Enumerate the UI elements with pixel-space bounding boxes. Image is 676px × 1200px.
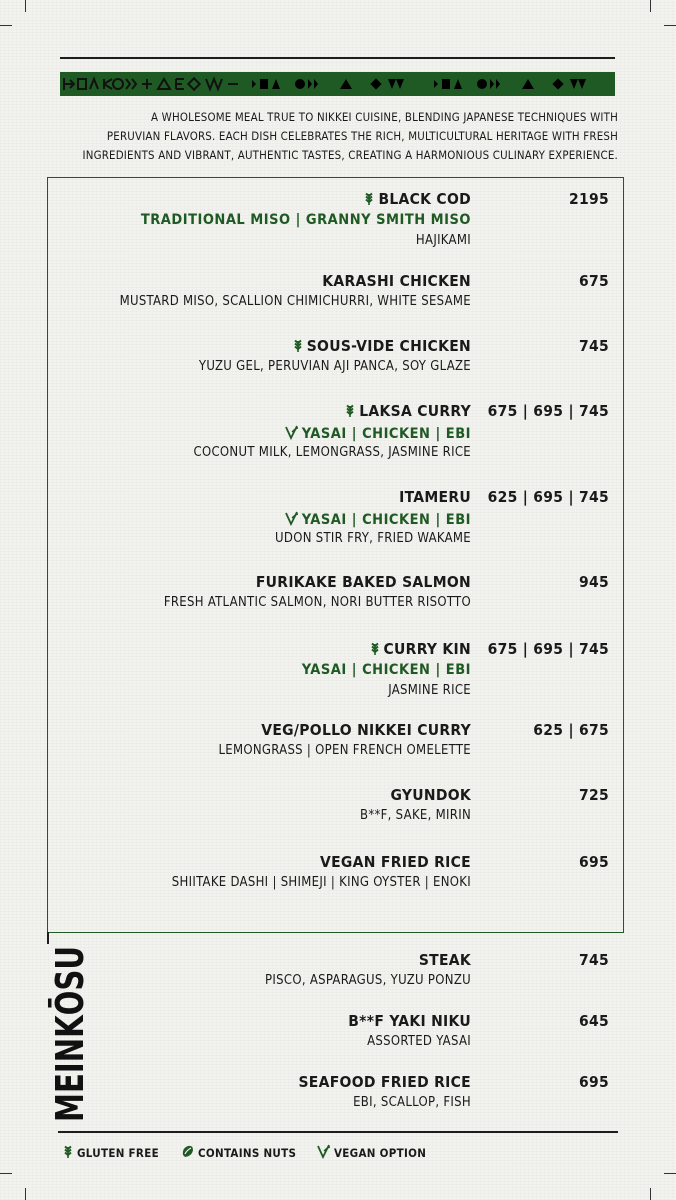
intro-line: INGREDIENTS AND VIBRANT, AUTHENTIC TASTES, CREATING A HARMONIOUS CULINARY EXPERIENCE. <box>82 148 618 162</box>
crop-mark <box>0 1173 12 1174</box>
vegan-icon <box>284 510 299 526</box>
item-name-text: VEGAN FRIED RICE <box>320 853 471 871</box>
legend-label: GLUTEN FREE <box>77 1146 159 1160</box>
item-price: 625 | 695 | 745 <box>487 488 609 506</box>
legend-label: CONTAINS NUTS <box>198 1146 297 1160</box>
item-price: 675 | 695 | 745 <box>487 640 609 658</box>
item-name <box>363 190 471 208</box>
item-price: 675 <box>578 272 609 290</box>
item-options <box>302 662 471 678</box>
item-name <box>399 488 471 506</box>
item-options-text: YASAI | CHICKEN | EBI <box>301 426 471 442</box>
item-price: 945 <box>578 573 609 591</box>
item-options-text: YASAI | CHICKEN | EBI <box>301 512 471 528</box>
item-name-text: VEG/POLLO NIKKEI CURRY <box>261 721 471 739</box>
item-name-text: GYUNDOK <box>390 786 471 804</box>
crop-mark <box>650 0 651 12</box>
bottom-rule <box>58 1131 618 1133</box>
item-name <box>256 573 471 591</box>
legend-contains-nuts <box>180 1143 296 1160</box>
crop-mark <box>650 1188 651 1200</box>
item-description: UDON STIR FRY, FRIED WAKAME <box>275 531 471 546</box>
item-options-text: YASAI | CHICKEN | EBI <box>301 662 471 678</box>
item-price: 625 | 675 <box>533 721 609 739</box>
item-name <box>261 721 471 739</box>
section-title-text: MEINKŌSU <box>48 940 92 1122</box>
pattern-banner <box>60 72 615 96</box>
item-description: HAJIKAMI <box>415 233 471 248</box>
gluten-free-icon <box>363 190 375 206</box>
item-name: B**F YAKI NIKU <box>348 1012 471 1030</box>
vegan-icon <box>316 1143 331 1159</box>
item-options <box>141 212 471 228</box>
item-price: 675 | 695 | 745 <box>487 402 609 420</box>
item-name <box>390 786 471 804</box>
vegan-icon <box>284 424 299 440</box>
crop-mark <box>0 25 12 26</box>
item-name-text: LAKSA CURRY <box>359 402 471 420</box>
menu-box <box>47 177 624 933</box>
item-name: SEAFOOD FRIED RICE <box>298 1073 471 1091</box>
crop-mark <box>664 25 676 26</box>
legend-gluten-free <box>62 1143 159 1160</box>
item-name <box>369 640 472 658</box>
item-price: 695 <box>578 1073 609 1091</box>
item-price: 725 <box>578 786 609 804</box>
item-name-text: KARASHI CHICKEN <box>322 272 471 290</box>
item-name <box>292 337 471 355</box>
crop-mark <box>25 0 26 12</box>
top-rule <box>60 57 615 59</box>
item-price: 695 <box>578 853 609 871</box>
item-description: MUSTARD MISO, SCALLION CHIMICHURRI, WHITE SESAME <box>119 294 471 309</box>
item-name <box>320 853 471 871</box>
intro-line: PERUVIAN FLAVORS. EACH DISH CELEBRATES THE RICH, MULTICULTURAL HERITAGE WITH FRESH <box>106 129 618 143</box>
item-description: EBI, SCALLOP, FISH <box>353 1095 471 1110</box>
item-description: B**F, SAKE, MIRIN <box>360 808 471 823</box>
item-price: 745 <box>578 951 609 969</box>
section-title-meinkosu <box>40 940 95 1125</box>
gluten-free-icon <box>62 1143 74 1159</box>
item-price: 2195 <box>568 190 609 208</box>
item-options <box>284 510 471 528</box>
item-options <box>284 424 471 442</box>
legend-vegan-option <box>316 1143 426 1160</box>
gluten-free-icon <box>344 402 356 418</box>
item-description: JASMINE RICE <box>388 683 471 698</box>
item-description: SHIITAKE DASHI | SHIMEJI | KING OYSTER | ENOKI <box>171 875 471 890</box>
item-name-text: CURRY KIN <box>383 640 471 658</box>
legend-label: VEGAN OPTION <box>334 1146 427 1160</box>
item-price: 645 <box>578 1012 609 1030</box>
item-description: ASSORTED YASAI <box>367 1034 471 1049</box>
item-price: 745 <box>578 337 609 355</box>
item-description: LEMONGRASS | OPEN FRENCH OMELETTE <box>218 743 471 758</box>
item-name <box>344 402 471 420</box>
item-options-text: TRADITIONAL MISO | GRANNY SMITH MISO <box>140 212 471 228</box>
item-description: YUZU GEL, PERUVIAN AJI PANCA, SOY GLAZE <box>198 359 471 374</box>
item-description: FRESH ATLANTIC SALMON, NORI BUTTER RISOTTO <box>163 595 471 610</box>
item-name-text: FURIKAKE BAKED SALMON <box>255 573 471 591</box>
crop-mark <box>25 1188 26 1200</box>
gluten-free-icon <box>292 337 304 353</box>
item-description: PISCO, ASPARAGUS, YUZU PONZU <box>265 973 471 988</box>
item-name-text: BLACK COD <box>378 190 471 208</box>
intro-line: A WHOLESOME MEAL TRUE TO NIKKEI CUISINE, BLENDING JAPANESE TECHNIQUES WITH <box>151 110 618 124</box>
item-name-text: SOUS-VIDE CHICKEN <box>306 337 471 355</box>
intro-paragraph <box>58 108 618 165</box>
item-name <box>322 272 471 290</box>
item-name: STEAK <box>418 951 471 969</box>
item-description: COCONUT MILK, LEMONGRASS, JASMINE RICE <box>193 445 471 460</box>
gluten-free-icon <box>369 640 381 656</box>
item-name-text: ITAMERU <box>399 488 471 506</box>
crop-mark <box>664 1173 676 1174</box>
contains-nuts-icon <box>180 1143 195 1159</box>
